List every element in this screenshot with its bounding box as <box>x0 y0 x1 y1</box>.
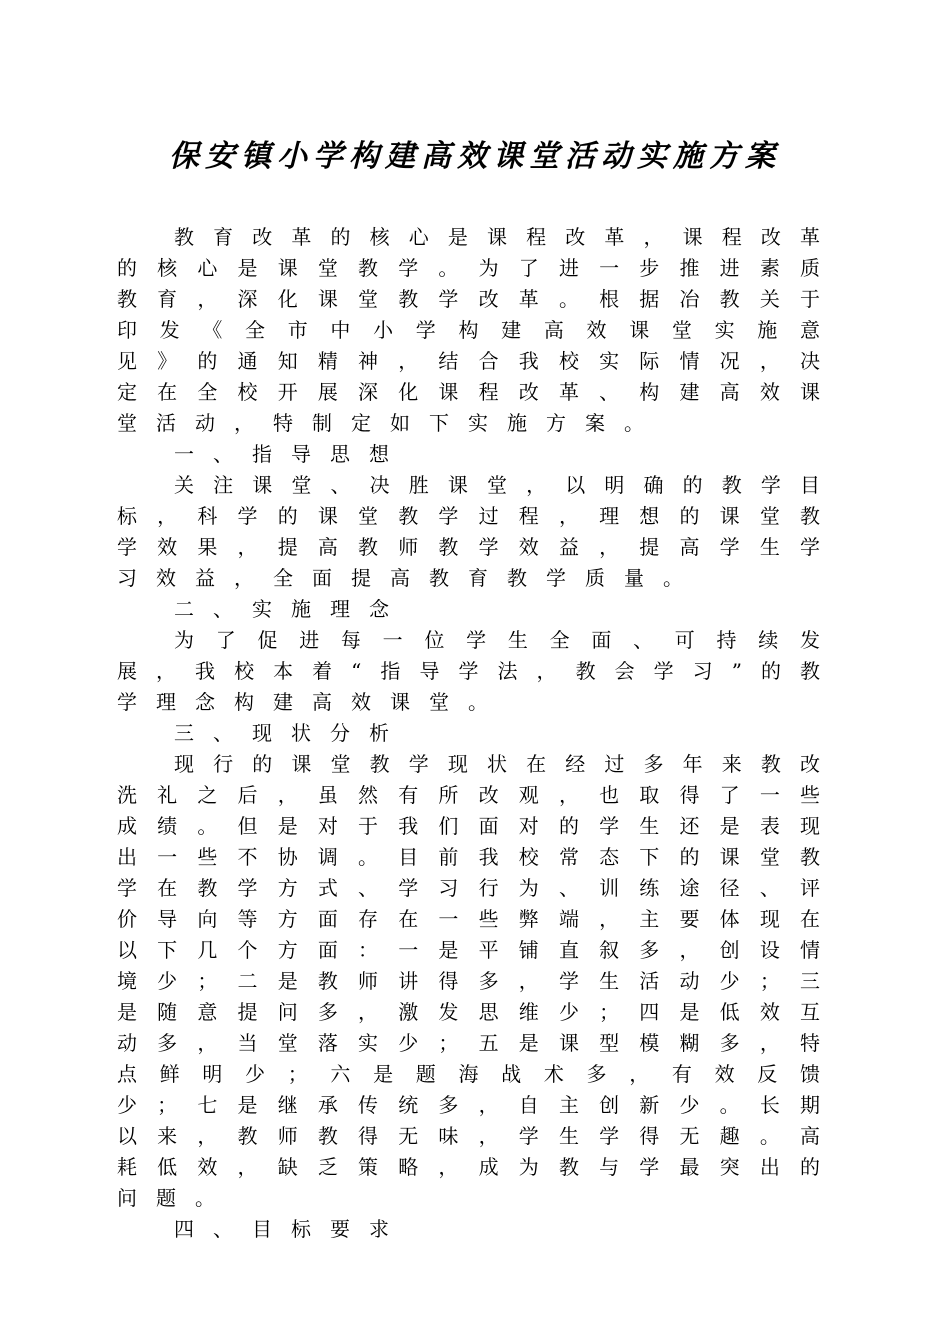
section-heading-status-analysis: 三、现状分析 <box>174 721 408 745</box>
section-body-status-analysis: 现行的课堂教学现状在经过多年来教改洗礼之后，虽然有所改观，也取得了一些成绩。但是对于我们面对的学生还是表现出一些不协调。目前我校常态下的课堂教学在教学方式、学习行为、训练途径、评价导向等方面存在一些弊端，主要体现在以下几个方面：一是平铺直叙多，创设情境少；二是教师讲得多，学生活动少；三是随意提问多，激发思维少；四是低效互动多，当堂落实少；五是课型模糊多，特点鲜明少；六是题海战术多，有效反馈少；七是继承传统多，自主创新少。长期以来，教师教得无味，学生学得无趣。高耗低效，缺乏策略，成为教与学最突出的问题。 <box>117 752 839 1210</box>
section-body-guiding-ideology: 关注课堂、决胜课堂，以明确的教学目标，科学的课堂教学过程，理想的课堂教学效果，提高教师教学效益，提高学生学习效益，全面提高教育教学质量。 <box>117 473 839 590</box>
section-heading-implementation-concept: 二、实施理念 <box>174 597 408 621</box>
document-title: 保安镇小学构建高效课堂活动实施方案 <box>169 139 781 174</box>
section-heading-goals: 四、目标要求 <box>174 1217 408 1241</box>
section-heading-guiding-ideology: 一、指导思想 <box>174 442 408 466</box>
intro-paragraph: 教育改革的核心是课程改革，课程改革的核心是课堂教学。为了进一步推进素质教育，深化课堂教学改革。根据冶教关于印发《全市中小学构建高效课堂实施意见》的通知精神，结合我校实际情况，决定在全校开展深化课程改革、构建高效课堂活动，特制定如下实施方案。 <box>117 225 839 435</box>
document-body <box>117 222 839 1245</box>
section-body-implementation-concept: 为了促进每一位学生全面、可持续发展，我校本着“指导学法，教会学习”的教学理念构建高效课堂。 <box>117 628 839 714</box>
